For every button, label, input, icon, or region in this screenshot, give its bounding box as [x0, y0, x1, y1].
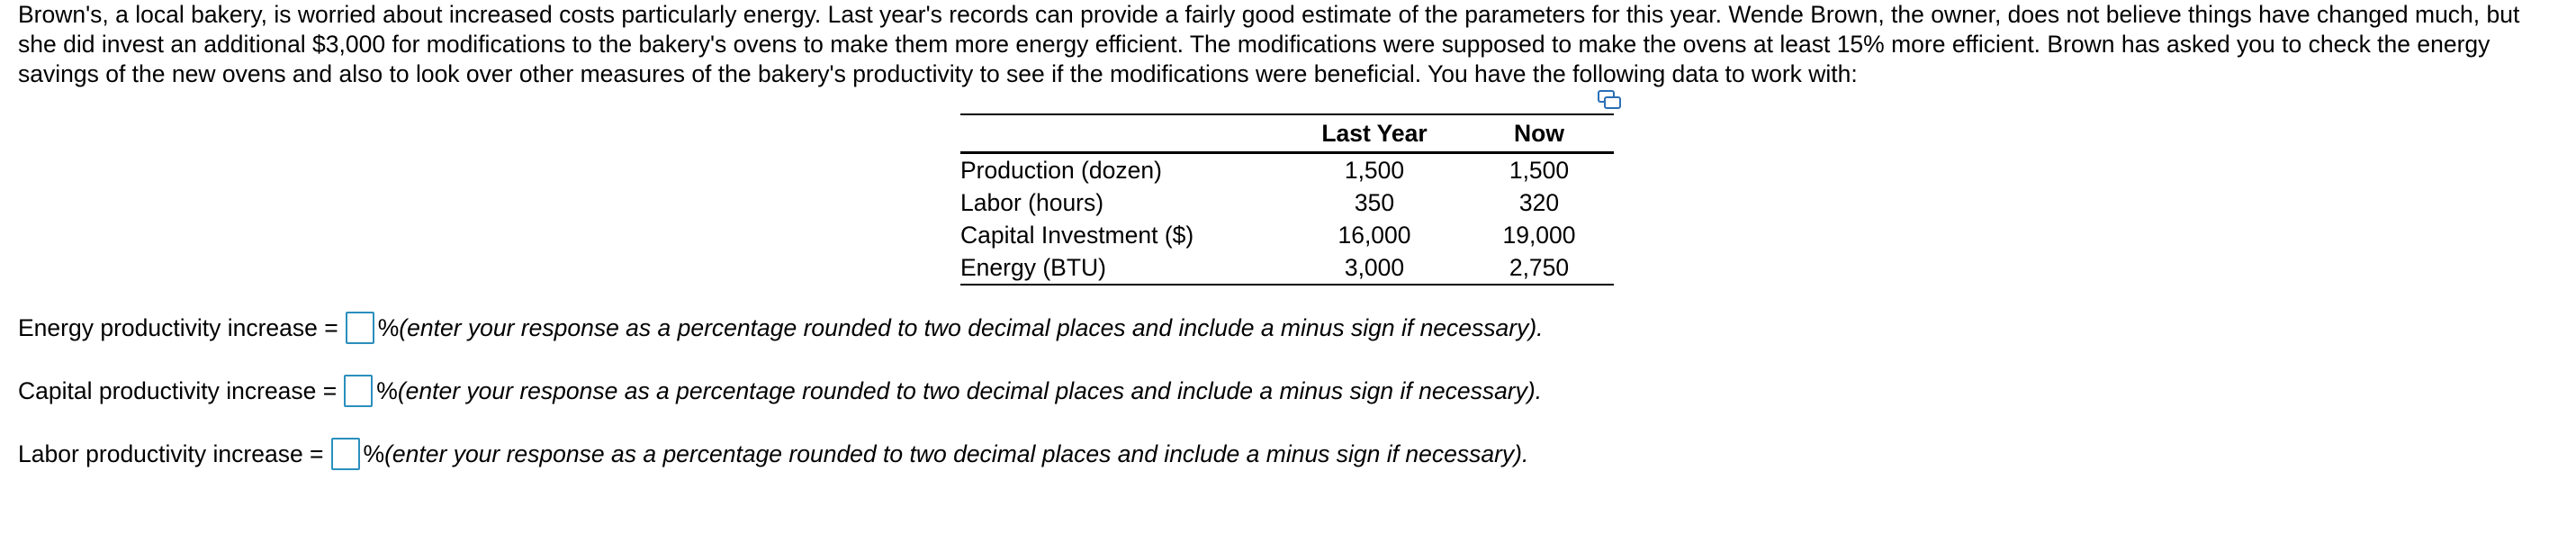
capital-productivity-question	[18, 371, 1542, 411]
row-label: Labor (hours)	[960, 188, 1104, 216]
row-label: Capital Investment ($)	[960, 221, 1194, 249]
row-label: Production (dozen)	[960, 156, 1162, 184]
header-last-year: Last Year	[1321, 119, 1428, 147]
percent-suffix: %	[363, 440, 385, 467]
row-now-value: 1,500	[1509, 156, 1570, 184]
energy-productivity-answer-input[interactable]	[346, 312, 374, 344]
question-instruction: (enter your response as a percentage rounded to two decimal places and include a minus sign if necessary).	[397, 376, 1543, 404]
header-label	[960, 114, 1284, 153]
labor-productivity-question	[18, 434, 1528, 474]
capital-productivity-answer-input[interactable]	[344, 375, 373, 407]
copy-data-icon[interactable]	[1598, 90, 1621, 110]
row-last-year-value: 1,500	[1344, 156, 1405, 184]
row-now-value: 2,750	[1509, 253, 1570, 281]
question-instruction: (enter your response as a percentage rounded to two decimal places and include a minus sign if necessary).	[399, 313, 1544, 341]
question-label: Labor productivity increase =	[18, 440, 324, 467]
labor-productivity-answer-input[interactable]	[331, 438, 360, 470]
table-row	[960, 219, 1614, 251]
table-row	[960, 186, 1614, 219]
row-now-value: 320	[1518, 188, 1560, 216]
data-table	[960, 113, 1614, 286]
data-table-container	[960, 113, 1614, 286]
table-row	[960, 153, 1614, 187]
table-row	[960, 251, 1614, 285]
percent-suffix: %	[376, 376, 398, 404]
row-now-value: 19,000	[1502, 221, 1576, 249]
question-label: Capital productivity increase =	[18, 376, 338, 404]
row-last-year-value: 350	[1354, 188, 1395, 216]
question-instruction: (enter your response as a percentage rounded to two decimal places and include a minus sign if necessary).	[384, 440, 1529, 467]
header-now: Now	[1514, 119, 1564, 147]
row-label: Energy (BTU)	[960, 253, 1106, 281]
question-label: Energy productivity increase =	[18, 313, 338, 341]
table-header-row	[960, 114, 1614, 153]
row-last-year-value: 3,000	[1344, 253, 1405, 281]
percent-suffix: %	[377, 313, 400, 341]
problem-statement: Brown's, a local bakery, is worried about increased costs particularly energy. Last year's records can provide a fairly good estimate of the parameters for this year. Wende Brown, the owner, does not believe things have changed much, but she did invest an additional $3,000 for modifications to the bakery's ovens to make them more energy efficient. The modifications were supposed to make the ovens at least 15% more efficient. Brown has asked you to check the energy savings of the new ovens and also to look over other measures of the bakery's productivity to see if the modifications were beneficial. You have the following data to work with:	[18, 1, 2520, 87]
row-last-year-value: 16,000	[1338, 221, 1411, 249]
energy-productivity-question	[18, 308, 1544, 348]
